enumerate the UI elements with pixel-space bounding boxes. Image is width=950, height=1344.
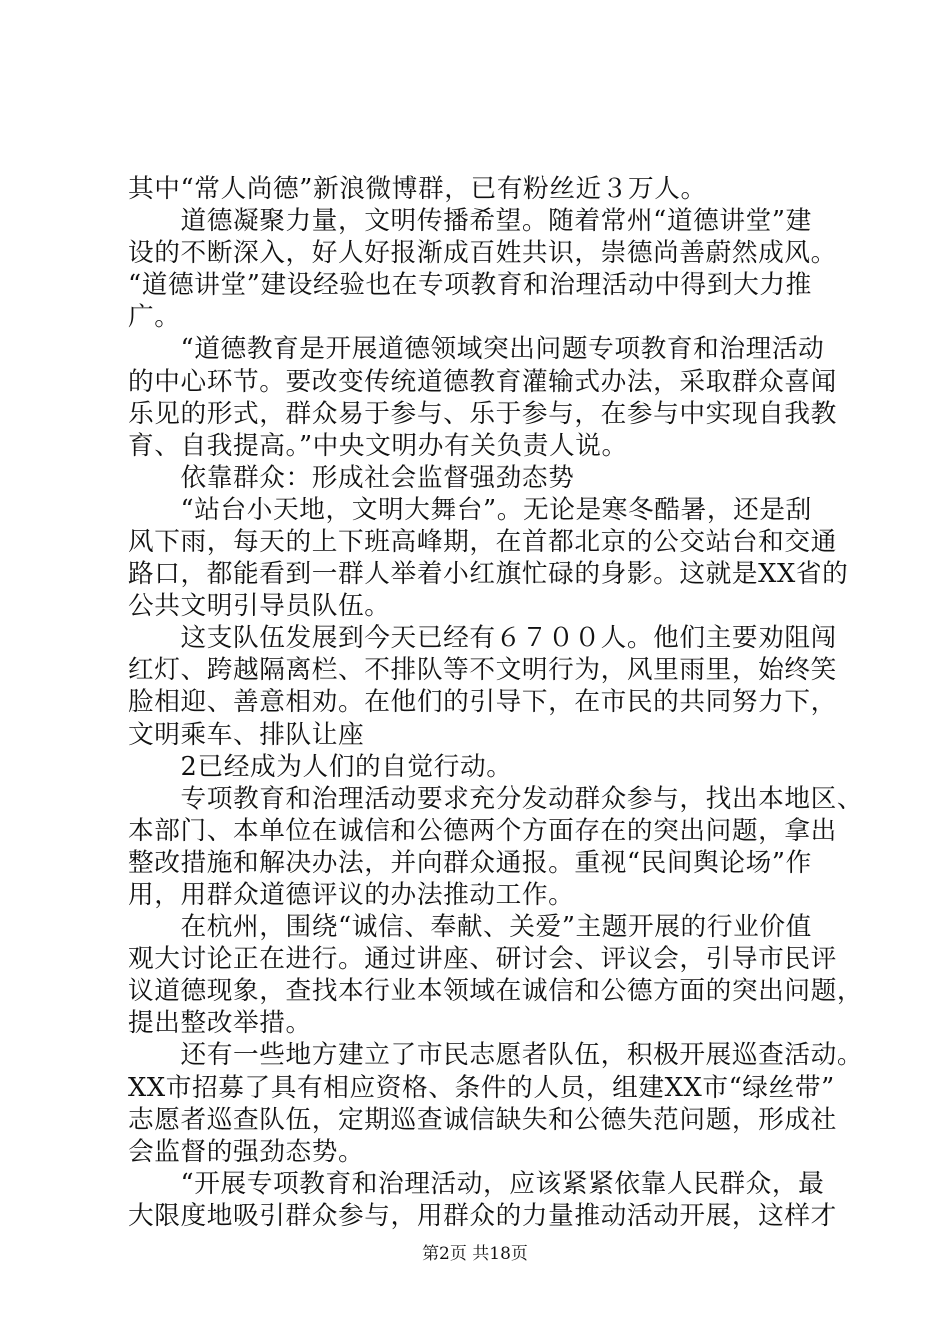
text-line: “站台小天地，文明大舞台”。无论是寒冬酷暑，还是刮 xyxy=(128,494,812,525)
text-line: 公共文明引导员队伍。 xyxy=(128,591,391,622)
text-line: 专项教育和治理活动要求充分发动群众参与，找出本地区、 xyxy=(128,783,864,814)
text-line: 道德凝聚力量，文明传播希望。随着常州“道德讲堂”建 xyxy=(128,206,812,237)
text-line: 风下雨，每天的上下班高峰期，在首都北京的公交站台和交通 xyxy=(128,527,837,557)
text-line: 会监督的强劲态势。 xyxy=(128,1136,365,1167)
text-line: “开展专项教育和治理活动，应该紧紧依靠人民群众，最 xyxy=(128,1168,825,1199)
text-line: 提出整改举措。 xyxy=(128,1008,312,1039)
text-line: 的中心环节。要改变传统道德教育灌输式办法，采取群众喜闻 xyxy=(128,366,837,397)
text-line: 脸相迎、善意相劝。在他们的引导下，在市民的共同努力下， xyxy=(128,687,837,718)
text-line: 红灯、跨越隔离栏、不排队等不文明行为，风里雨里，始终笑 xyxy=(128,655,837,686)
text-line: 路口，都能看到一群人举着小红旗忙碌的身影。这就是XX省的 xyxy=(128,559,849,590)
text-line: “道德讲堂”建设经验也在专项教育和治理活动中得到大力推 xyxy=(128,270,812,301)
text-line: 本部门、本单位在诚信和公德两个方面存在的突出问题，拿出 xyxy=(128,815,837,846)
text-line: 2已经成为人们的自觉行动。 xyxy=(128,751,513,782)
text-line: 设的不断深入，好人好报渐成百姓共识，崇德尚善蔚然成风。 xyxy=(128,238,837,269)
text-line: 大限度地吸引群众参与，用群众的力量推动活动开展，这样才 xyxy=(128,1200,837,1231)
text-line: 其中“常人尚德”新浪微博群，已有粉丝近３万人。 xyxy=(128,174,707,204)
text-line: 观大讨论正在进行。通过讲座、研讨会、评议会，引导市民评 xyxy=(128,944,837,975)
text-line: 育、自我提高。”中央文明办有关负责人说。 xyxy=(128,430,628,461)
section-heading: 依靠群众：形成社会监督强劲态势 xyxy=(128,462,575,493)
text-line: 这支队伍发展到今天已经有６７００人。他们主要劝阻闯 xyxy=(128,623,837,654)
text-line: 乐见的形式，群众易于参与、乐于参与，在参与中实现自我教 xyxy=(128,398,837,429)
text-line: “道德教育是开展道德领域突出问题专项教育和治理活动 xyxy=(128,334,825,365)
page-footer: 第2页 共18页 xyxy=(422,1244,528,1264)
text-line: XX市招募了具有相应资格、条件的人员，组建XX市“绿丝带” xyxy=(128,1072,835,1103)
text-line: 议道德现象，查找本行业本领域在诚信和公德方面的突出问题， xyxy=(128,976,864,1007)
text-line: 文明乘车、排队让座 xyxy=(128,719,365,750)
text-line: 志愿者巡查队伍，定期巡查诚信缺失和公德失范问题，形成社 xyxy=(128,1104,837,1135)
text-line: 还有一些地方建立了市民志愿者队伍，积极开展巡查活动。 xyxy=(128,1040,864,1071)
text-line: 广。 xyxy=(128,302,181,333)
text-line: 整改措施和解决办法，并向群众通报。重视“民间舆论场”作 xyxy=(128,847,812,878)
text-line: 在杭州，围绕“诚信、奉献、关爱”主题开展的行业价值 xyxy=(128,912,812,943)
text-line: 用，用群众道德评议的办法推动工作。 xyxy=(128,880,575,910)
